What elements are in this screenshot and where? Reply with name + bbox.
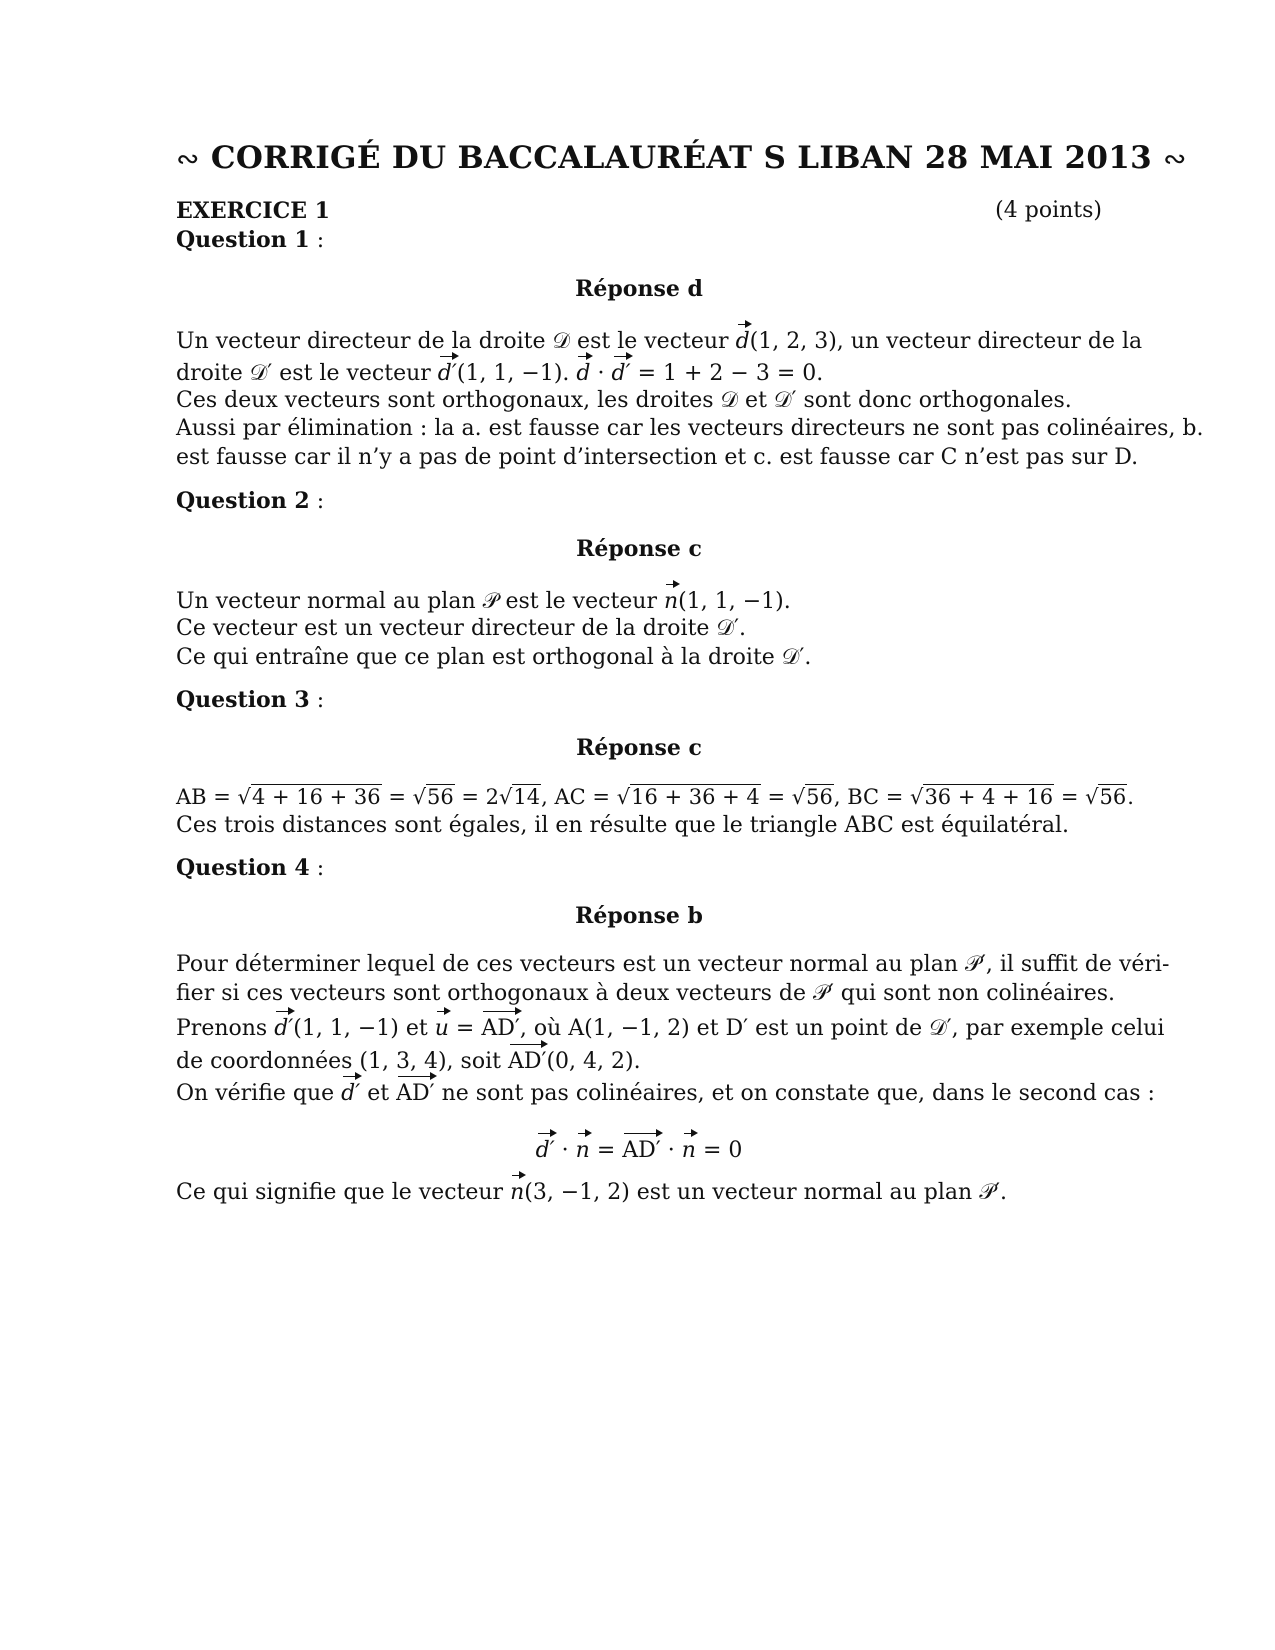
- equation-result: = 0: [695, 1138, 743, 1163]
- q1-text: = 1 + 2 − 3 = 0.: [630, 361, 824, 386]
- vector-u: u: [435, 1012, 449, 1044]
- colon: :: [309, 856, 325, 881]
- q4-equation: [176, 1134, 1102, 1166]
- q1-text: (1, 2, 3), un vecteur directeur de la: [749, 329, 1143, 354]
- vector-d-prime: d′: [612, 357, 631, 389]
- q4-text: et: [360, 1081, 397, 1106]
- q4-text: Prenons: [176, 1016, 275, 1041]
- equals: =: [381, 785, 413, 809]
- vector-d: d: [736, 325, 750, 357]
- vector-d-prime: d′: [536, 1134, 555, 1166]
- equals: =: [760, 785, 792, 809]
- exercise-header: [176, 196, 1102, 226]
- question-3-title: Question 3: [176, 687, 310, 713]
- vector-n: n: [576, 1134, 590, 1166]
- q4-line-5: [176, 1077, 1155, 1109]
- radicand: 56: [806, 785, 833, 809]
- dot-operator: ·: [554, 1138, 576, 1163]
- radicand: 56: [1099, 785, 1127, 809]
- question-4-heading: [176, 853, 1102, 884]
- q1-line-5: est fausse car il n’y a pas de point d’intersection et c. est fausse car C n’est pas sur D.: [176, 445, 1139, 470]
- radicand: 16 + 36 + 4: [631, 785, 760, 809]
- q1-line-3: Ces deux vecteurs sont orthogonaux, les droites 𝒟 et 𝒟′ sont donc orthogonales.: [176, 388, 1072, 413]
- q2-line-3: Ce qui entraîne que ce plan est orthogonal à la droite 𝒟′.: [176, 645, 812, 670]
- q1-line-2: [176, 357, 1102, 389]
- vector-d-prime: d′: [274, 1012, 293, 1044]
- equals: =: [1054, 785, 1086, 809]
- q1-line-4: Aussi par élimination : la a. est fausse car les vecteurs directeurs ne sont pas colinéaires, b.: [176, 416, 1204, 441]
- colon: :: [309, 228, 325, 253]
- q4-text: (3, −1, 2) est un vecteur normal au plan 𝒫′.: [524, 1180, 1008, 1205]
- vector-ad-prime: AD′: [396, 1077, 435, 1109]
- question-1-answer: Réponse d: [575, 276, 703, 302]
- question-3-answer: Réponse c: [576, 735, 702, 761]
- equals: =: [448, 1016, 482, 1041]
- q3-line-1: AB = √4 + 16 + 36 = √56 = 2√14, AC = √16 + 36 + 4 = √56, BC = √36 + 4 + 16 = √56.: [176, 785, 1134, 809]
- radicand: 4 + 16 + 36: [251, 785, 381, 809]
- question-1-title: Question 1: [176, 227, 310, 253]
- vector-n: n: [664, 585, 678, 617]
- ornament-left-icon: ∾: [176, 142, 200, 175]
- vector-d: d: [576, 357, 590, 389]
- q1-text: Un vecteur directeur de la droite 𝒟 est le vecteur: [176, 329, 736, 354]
- radicand: 14: [513, 785, 541, 809]
- q4-line-2: fier si ces vecteurs sont orthogonaux à deux vecteurs de 𝒫′ qui sont non colinéaires.: [176, 981, 1116, 1006]
- distance-bc-label: , BC =: [833, 785, 911, 809]
- q4-text: de coordonnées (1, 3, 4), soit: [176, 1049, 508, 1074]
- question-3-heading: [176, 685, 1102, 716]
- q4-text: (0, 4, 2).: [546, 1049, 641, 1074]
- vector-n: n: [510, 1176, 524, 1208]
- vector-d-prime: d′: [438, 357, 457, 389]
- q3-line-2: Ces trois distances sont égales, il en résulte que le triangle ABC est équilatéral.: [176, 813, 1069, 838]
- q4-line-1: Pour déterminer lequel de ces vecteurs est un vecteur normal au plan 𝒫′, il suffit de véri-: [176, 952, 1170, 977]
- q4-line-3: [176, 1012, 1165, 1044]
- equals: =: [589, 1138, 623, 1163]
- question-1-heading: [176, 225, 1102, 256]
- vector-ad-prime: AD′: [481, 1012, 520, 1044]
- colon: :: [309, 688, 325, 713]
- q4-text: On vérifie que: [176, 1081, 342, 1106]
- q1-line-1: [176, 325, 1143, 357]
- q4-text: , où A(1, −1, 2) et D′ est un point de 𝒟′, par exemple celui: [519, 1016, 1165, 1041]
- q4-text: Ce qui signifie que le vecteur: [176, 1180, 511, 1205]
- dot-operator: ·: [660, 1138, 682, 1163]
- q1-text: droite 𝒟′ est le vecteur: [176, 361, 438, 386]
- question-4-answer: Réponse b: [575, 903, 703, 929]
- q1-text: (1, 1, −1).: [456, 361, 577, 386]
- distance-ab-label: AB =: [176, 785, 238, 809]
- question-2-title: Question 2: [176, 488, 310, 514]
- radicand: 56: [426, 785, 454, 809]
- q2-text: Un vecteur normal au plan 𝒫 est le vecteur: [176, 589, 664, 614]
- q4-text: (1, 1, −1) et: [293, 1016, 435, 1041]
- vector-n: n: [682, 1134, 696, 1166]
- q4-line-4: [176, 1045, 1102, 1077]
- distance-ac-label: , AC =: [541, 785, 617, 809]
- question-2-heading: [176, 486, 1102, 517]
- vector-ad-prime: AD′: [622, 1134, 661, 1166]
- dot-operator: ·: [590, 361, 612, 386]
- radicand: 36 + 4 + 16: [924, 785, 1054, 809]
- q2-line-1: [176, 585, 1102, 617]
- colon: :: [309, 489, 325, 514]
- q2-line-2: Ce vecteur est un vecteur directeur de la droite 𝒟′.: [176, 616, 746, 641]
- vector-ad-prime: AD′: [508, 1045, 547, 1077]
- title-text: CORRIGÉ DU BACCALAURÉAT S LIBAN 28 MAI 2013: [210, 140, 1152, 176]
- q4-text: ne sont pas colinéaires, et on constate que, dans le second cas :: [434, 1081, 1155, 1106]
- page-title: [176, 140, 1187, 176]
- q4-line-6: [176, 1176, 1102, 1208]
- question-2-answer: Réponse c: [576, 536, 702, 562]
- exercise-points: (4 points): [995, 198, 1102, 223]
- exercise-label: EXERCICE 1: [176, 198, 330, 224]
- coefficient: = 2: [454, 785, 500, 809]
- vector-d-prime: d′: [341, 1077, 360, 1109]
- ornament-right-icon: ∾: [1163, 142, 1187, 175]
- q2-text: (1, 1, −1).: [678, 589, 791, 614]
- question-4-title: Question 4: [176, 855, 310, 881]
